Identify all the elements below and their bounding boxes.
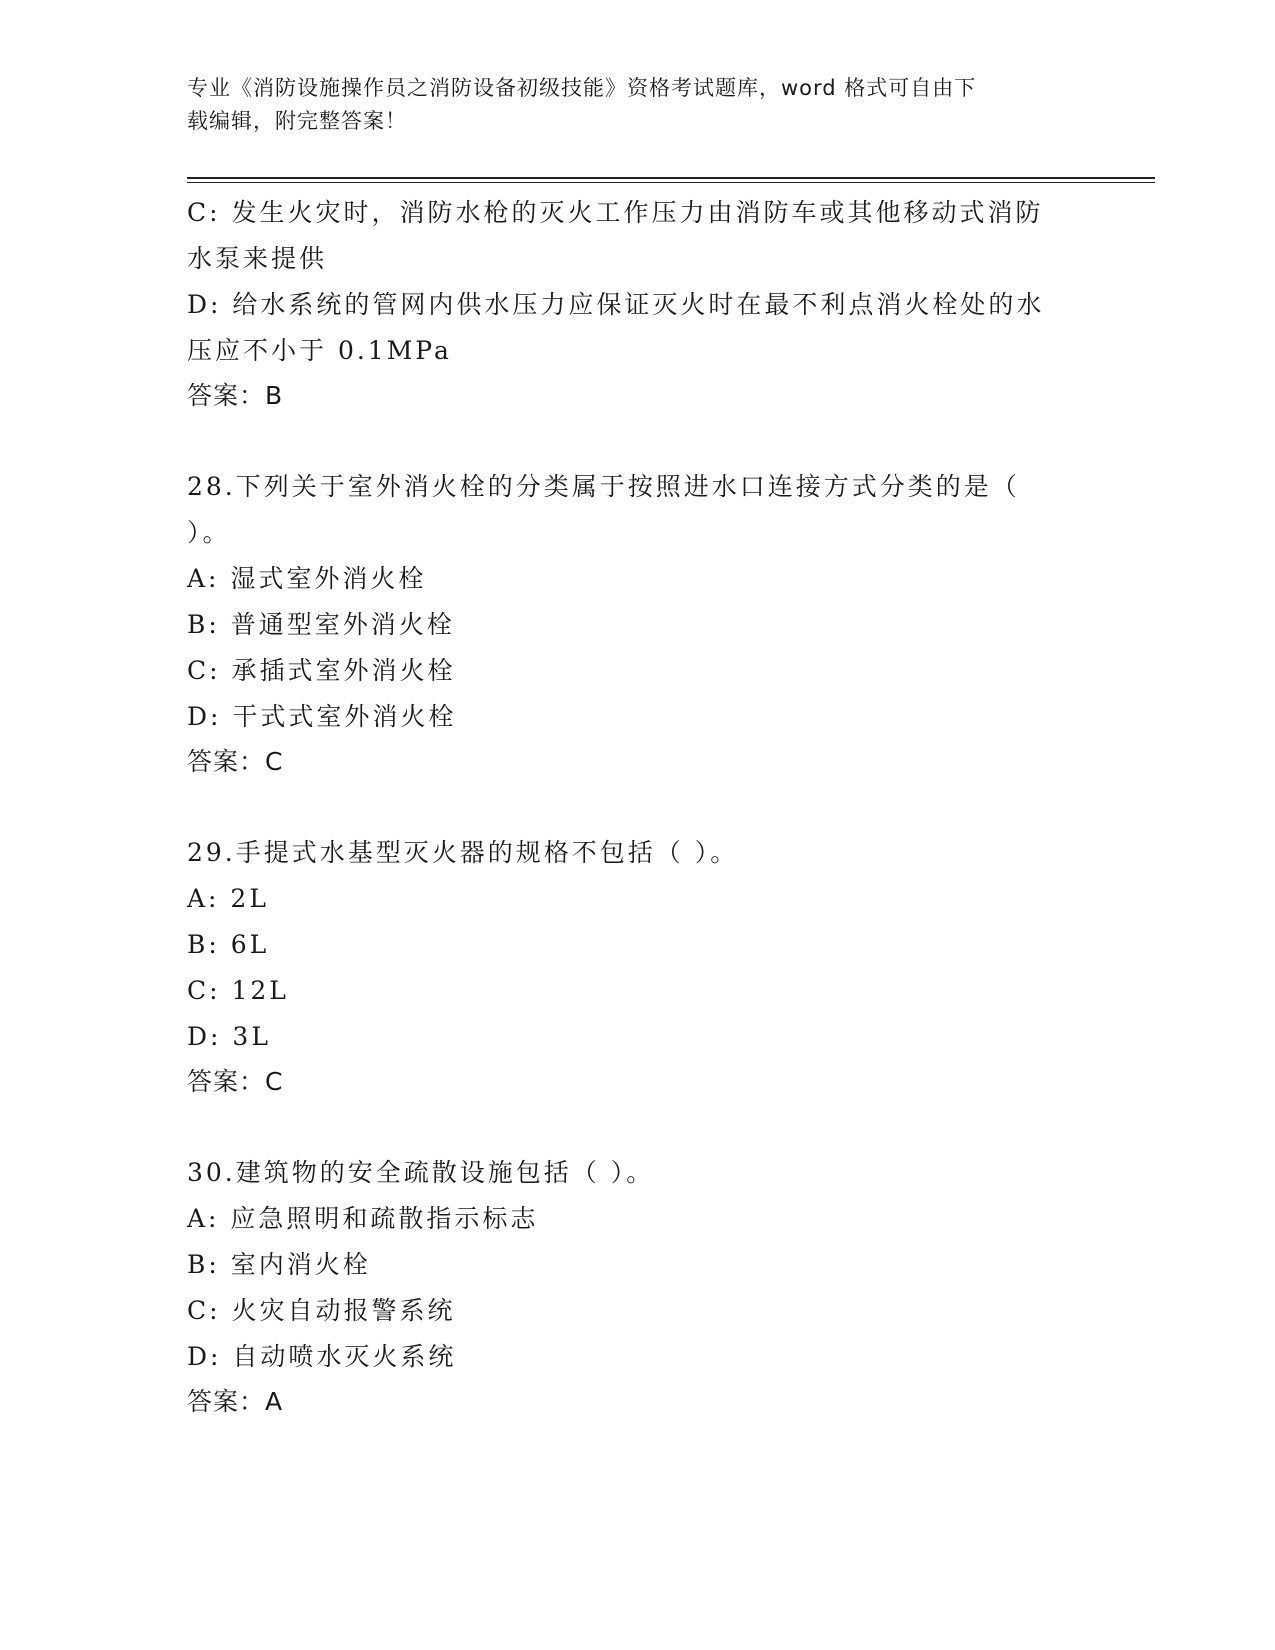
option-d: D: 给水系统的管网内供水压力应保证灭火时在最不利点消火栓处的水 <box>187 290 1045 319</box>
option-d: D: 3L <box>187 1022 271 1051</box>
option-c: C: 承插式室外消火栓 <box>187 656 456 685</box>
header-line-1: 专业《消防设施操作员之消防设备初级技能》资格考试题库，word 格式可自由下 <box>187 76 977 100</box>
option-d-cont: 压应不小于 0.1MPa <box>187 336 452 365</box>
question-stem: 28.下列关于室外消火栓的分类属于按照进水口连接方式分类的是（ <box>187 472 1020 501</box>
question-28 <box>187 464 1087 784</box>
option-b: B: 6L <box>187 930 270 959</box>
answer-line: 答案：A <box>187 1387 284 1416</box>
answer-line: 答案：B <box>187 381 284 410</box>
page-header <box>187 72 1067 138</box>
previous-question-tail <box>187 190 1087 418</box>
answer-line: 答案：C <box>187 1067 284 1096</box>
option-a: A: 湿式室外消火栓 <box>187 564 427 593</box>
header-rule-thick <box>187 177 1155 179</box>
header-rule-thin <box>187 182 1155 183</box>
question-stem-cont: ）。 <box>187 518 231 547</box>
option-a: A: 应急照明和疏散指示标志 <box>187 1204 539 1233</box>
question-stem: 29.手提式水基型灭火器的规格不包括（ ）。 <box>187 838 739 867</box>
option-b: B: 室内消火栓 <box>187 1250 371 1279</box>
question-stem: 30.建筑物的安全疏散设施包括（ ）。 <box>187 1158 655 1187</box>
option-c: C: 火灾自动报警系统 <box>187 1296 456 1325</box>
header-line-2: 载编辑，附完整答案！ <box>187 109 407 133</box>
question-content <box>187 190 1087 1424</box>
option-c: C: 12L <box>187 976 289 1005</box>
answer-line: 答案：C <box>187 747 284 776</box>
option-b: B: 普通型室外消火栓 <box>187 610 455 639</box>
option-a: A: 2L <box>187 884 269 913</box>
question-30 <box>187 1150 1087 1424</box>
option-c: C: 发生火灾时，消防水枪的灭火工作压力由消防车或其他移动式消防 <box>187 198 1044 227</box>
option-c-cont: 水泵来提供 <box>187 244 328 273</box>
option-d: D: 干式式室外消火栓 <box>187 702 457 731</box>
question-29 <box>187 830 1087 1104</box>
option-d: D: 自动喷水灭火系统 <box>187 1342 457 1371</box>
